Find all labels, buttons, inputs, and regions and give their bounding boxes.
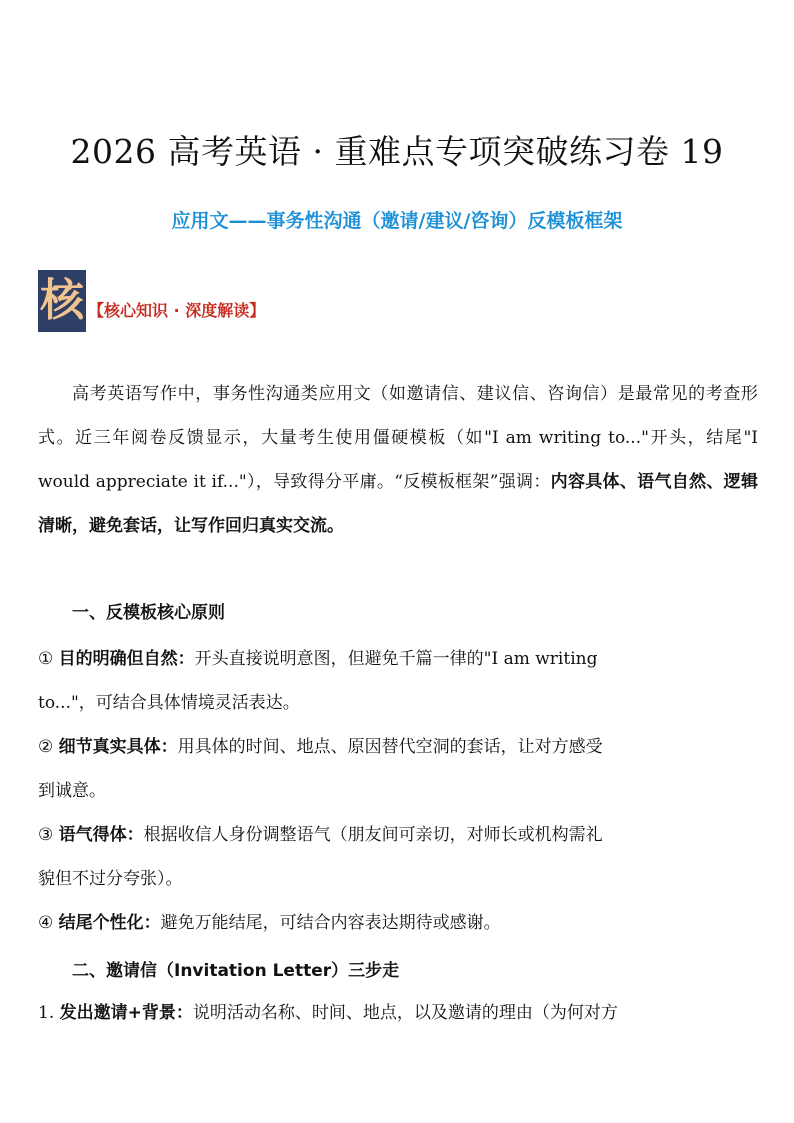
principle-marker: ② — [38, 737, 54, 757]
intro-paragraph — [38, 372, 758, 548]
document-subtitle: 应用文——事务性沟通（邀请/建议/咨询）反模板框架 — [171, 210, 623, 232]
core-badge-icon: 核 — [38, 270, 86, 332]
principle-item-3 — [38, 820, 758, 850]
principle-text: 开头直接说明意图，但避免千篇一律的"I am writing — [194, 649, 598, 669]
intro-emphasis: 内容具体、语气自然、逻辑清晰，避免套话，让写作回归真实交流。 — [38, 472, 758, 536]
principle-text: 根据收信人身份调整语气（朋友间可亲切，对师长或机构需礼 — [143, 825, 603, 845]
invitation-heading: 二、邀请信（Invitation Letter）三步走 — [72, 961, 400, 981]
principle-title: 细节真实具体： — [58, 737, 178, 757]
principle-text: 避免万能结尾，可结合内容表达期待或感谢。 — [160, 913, 501, 933]
principle-marker: ④ — [38, 913, 54, 933]
principles-heading: 一、反模板核心原则 — [72, 603, 225, 623]
principle-item-3-cont: 貌但不过分夸张）。 — [38, 869, 183, 889]
principle-title: 目的明确但自然： — [58, 649, 195, 669]
document-title: 2026 高考英语 · 重难点专项突破练习卷 19 — [70, 132, 724, 171]
principle-marker: ③ — [38, 825, 54, 845]
principle-marker: ① — [38, 649, 54, 669]
section-label: 【核心知识 · 深度解读】 — [88, 301, 266, 320]
principle-item-1-cont: to..."，可结合具体情境灵活表达。 — [38, 693, 300, 713]
principle-title: 结尾个性化： — [58, 913, 161, 933]
intro-text: 高考英语写作中，事务性沟通类应用文（如邀请信、建议信、咨询信）是最常见的考查形式。近三年阅卷反馈显示，大量考生使用僵硬模板（如"I am writing to..."开头，结尾"I would appreciate it if..."），导致得分平庸。“反模板框架”强调： — [38, 384, 758, 492]
principle-title: 语气得体： — [58, 825, 144, 845]
principle-item-4 — [38, 908, 758, 938]
step-title: 发出邀请+背景： — [59, 1003, 193, 1023]
principle-item-1 — [38, 644, 758, 674]
step-text: 说明活动名称、时间、地点，以及邀请的理由（为何对方 — [192, 1003, 618, 1023]
principle-item-2 — [38, 732, 758, 762]
principle-item-2-cont: 到诚意。 — [38, 781, 106, 801]
step-marker: 1. — [38, 1003, 55, 1023]
principle-text: 用具体的时间、地点、原因替代空洞的套话，让对方感受 — [177, 737, 603, 757]
invitation-step-1 — [38, 998, 758, 1028]
